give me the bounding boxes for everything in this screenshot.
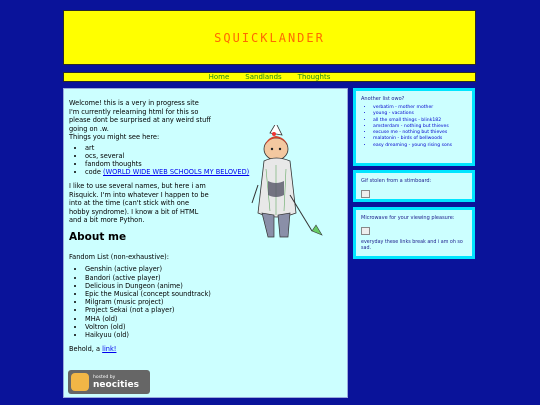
about-heading: About me xyxy=(69,230,127,243)
microwave-title: Microwave for your viewing pleasure: xyxy=(361,215,455,221)
intro-text xyxy=(69,99,211,142)
broken-image-icon xyxy=(361,190,370,198)
welcome-text: Welcome! this is a very in progress site I'm currently relearning html for this so please dont be surprised at any weird stuff going on .w. xyxy=(69,99,211,133)
list-item: • all the small things - blink182 xyxy=(373,118,467,124)
gif-box xyxy=(353,170,475,202)
code-label: code xyxy=(85,168,103,177)
list-item: • Bandori (active player) xyxy=(85,274,342,282)
list-item: • Genshin (active player) xyxy=(85,265,342,273)
list-item: • Haikyuu (old) xyxy=(85,331,342,339)
character-illustration xyxy=(232,125,332,245)
list-item: • malatonin - birds of bellwoods xyxy=(373,136,467,142)
list-item: • fandom thoughts xyxy=(85,160,342,168)
list-item: • ocs, several xyxy=(85,152,342,160)
badge-text xyxy=(93,375,139,390)
broken-image-icon xyxy=(361,227,370,235)
things-label: Things you might see here: xyxy=(69,133,160,141)
list-item: • easy dreaming - young rising sons xyxy=(373,143,467,149)
list-item: • MHA (old) xyxy=(85,315,342,323)
main-content xyxy=(63,88,348,398)
site-title: SQUICKLANDER xyxy=(214,30,325,45)
list-item: • art xyxy=(85,144,342,152)
song-list-title: Another list owo? xyxy=(361,96,405,102)
nav-link-thoughts[interactable]: Thoughts xyxy=(297,73,331,81)
list-item: • Epic the Musical (concept soundtrack) xyxy=(85,290,342,298)
behold-link[interactable]: link! xyxy=(102,345,117,354)
w3schools-link[interactable]: (WORLD WIDE WEB SCHOOLS MY BELOVED) xyxy=(103,168,250,177)
badge-big-text: neocities xyxy=(93,379,139,390)
list-item: • amsterdam - nothing but thieves xyxy=(373,124,467,130)
list-item: • verbatim - mother mother xyxy=(373,105,467,111)
list-item: • Delicious in Dungeon (anime) xyxy=(85,282,342,290)
list-item: • Voltron (old) xyxy=(85,323,342,331)
nav-link-sandlands[interactable]: Sandlands xyxy=(245,73,282,81)
behold-text: Behold, a xyxy=(69,345,103,354)
names-paragraph: I like to use several names, but here i am Risquick. I'm into whatever I happen to be into at the time (can't stick with one hobby syndrome). I know a bit of HTML and a bit more Python. xyxy=(69,182,209,225)
gif-title: Gif stolen from a stimboard: xyxy=(361,178,432,184)
song-list xyxy=(361,105,467,149)
song-list-box xyxy=(353,88,475,166)
fandom-list xyxy=(69,265,342,339)
site-header xyxy=(63,10,476,65)
list-item: • young - vacations xyxy=(373,111,467,117)
neocities-cat-icon xyxy=(71,373,89,391)
behold-line xyxy=(69,345,211,354)
microwave-box xyxy=(353,207,475,259)
list-item: • Project Sekai (not a player) xyxy=(85,306,342,314)
neocities-badge[interactable] xyxy=(68,370,150,394)
microwave-caption: everyday these links break and i am oh so sad. xyxy=(361,239,463,251)
badge-small-text: hosted by xyxy=(93,374,116,380)
nav-link-home[interactable]: Home xyxy=(208,73,230,81)
fandom-label: Fandom List (non-exhaustive): xyxy=(69,252,169,261)
nav-bar xyxy=(63,72,476,82)
list-item: • Milgram (music project) xyxy=(85,298,342,306)
list-item: • excuse me - nothing but thieves xyxy=(373,130,467,136)
